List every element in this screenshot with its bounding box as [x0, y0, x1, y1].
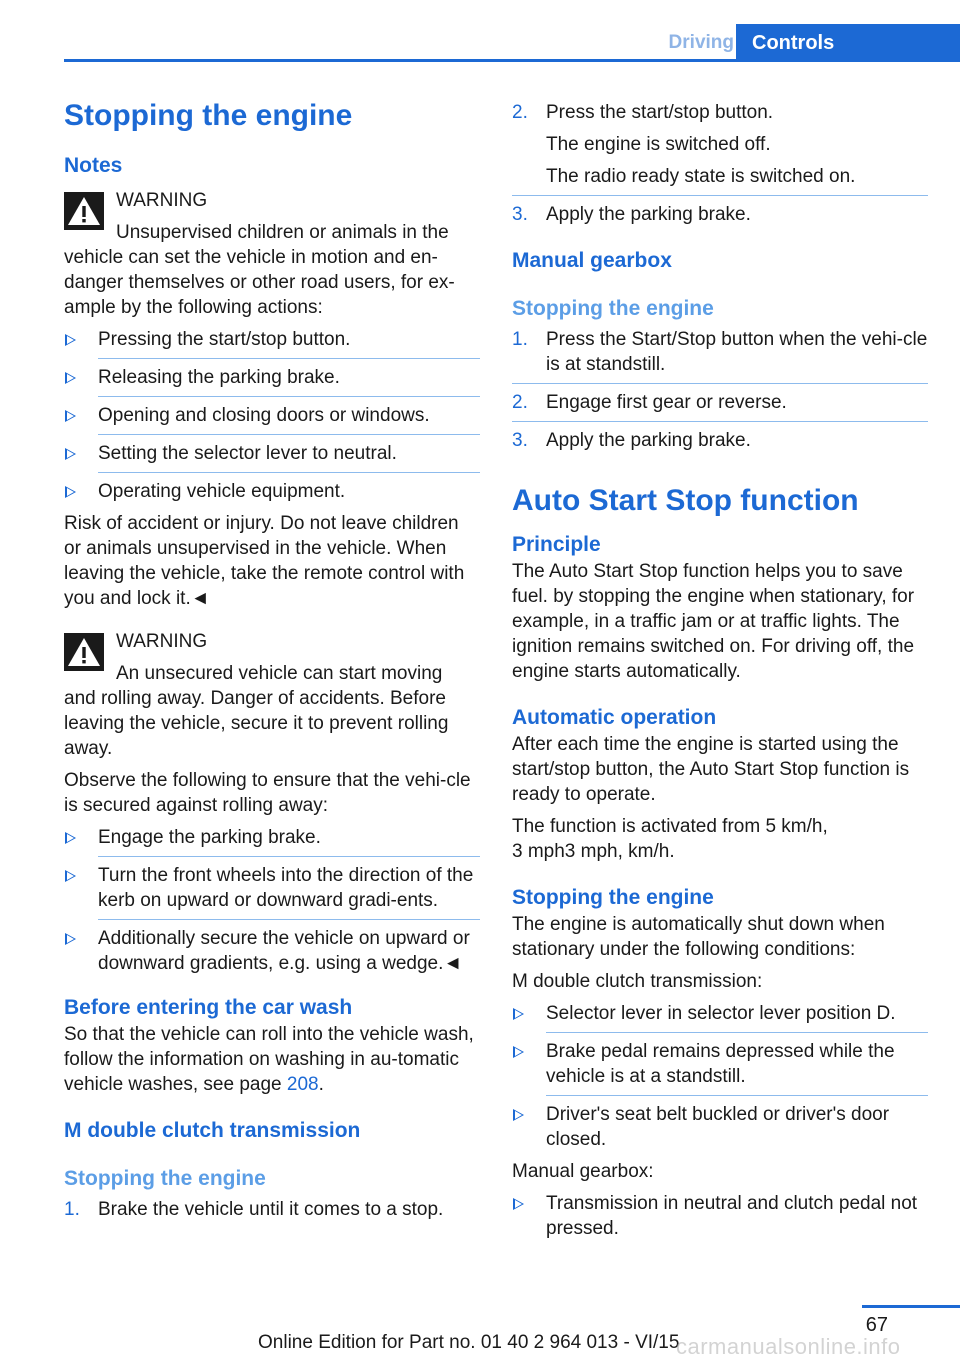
manual-conditions-list — [512, 1191, 928, 1241]
list-item: Driver's seat belt buckled or driver's door closed. — [512, 1102, 928, 1152]
list-item: Pressing the start/stop button. — [64, 327, 480, 352]
list-bullet-icon — [65, 334, 76, 346]
step-number: 3. — [512, 204, 528, 225]
mdct-heading: M double clutch transmission — [64, 1119, 361, 1142]
divider — [98, 856, 480, 857]
automatic-operation-text: After each time the engine is started using the start/stop button, the Auto Start Stop function is ready to operate. — [512, 734, 910, 805]
secure-list — [64, 825, 480, 976]
risk-text: Risk of accident or injury. Do not leave children or animals unsupervised in the vehicle. When leaving the vehicle, take the remote control with you and lock it.◄ — [64, 513, 465, 609]
warning-label: WARNING — [116, 190, 208, 211]
page-link-208[interactable]: 208 — [286, 1074, 319, 1095]
warning-icon — [64, 192, 104, 230]
carwash-heading: Before entering the car wash — [64, 996, 353, 1019]
actions-list — [64, 327, 480, 504]
watermark: carmanualsonline.info — [676, 1334, 901, 1359]
page-number: 67 — [865, 1314, 888, 1336]
list-item: Turn the front wheels into the direction of the kerb on upward or downward gradi-ents. — [64, 863, 480, 913]
list-item: Transmission in neutral and clutch pedal not pressed. — [512, 1191, 928, 1241]
notes-heading: Notes — [64, 154, 123, 177]
footer-rule — [862, 1305, 960, 1308]
step-item: 1. Brake the vehicle until it comes to a stop. — [64, 1199, 444, 1220]
warning-first-line: An unsecured vehicle can start moving — [116, 663, 443, 684]
list-bullet-icon — [65, 448, 76, 460]
divider — [98, 434, 480, 435]
step-item: 2. Press the start/stop button. The engine is switched off. The radio ready state is switched on. — [512, 102, 856, 187]
step-item: 3. Apply the parking brake. — [512, 430, 751, 451]
list-item: Selector lever in selector lever position D. — [512, 1001, 928, 1026]
carwash-text: So that the vehicle can roll into the vehicle wash, follow the information on washing in au-tomatic vehicle washes, see page 208. — [64, 1024, 474, 1095]
list-bullet-icon — [513, 1008, 524, 1020]
step-number: 1. — [64, 1199, 80, 1220]
divider — [98, 396, 480, 397]
mdct-conditions-list — [512, 1001, 928, 1152]
step-number: 3. — [512, 430, 528, 451]
step-number: 1. — [512, 329, 528, 350]
list-bullet-icon — [513, 1198, 524, 1210]
observe-text: Observe the following to ensure that the vehi-cle is secured against rolling away: — [64, 770, 471, 816]
list-item: Engage the parking brake. — [64, 825, 480, 850]
manual-conditions-label: Manual gearbox: — [512, 1161, 654, 1182]
warning-text: vehicle can set the vehicle in motion and en-danger themselves or other road users, for ex-ample by the following actions: — [64, 247, 455, 318]
divider — [546, 1032, 928, 1033]
principle-text: The Auto Start Stop function helps you to save fuel. by stopping the engine when stationary, for example, in a traffic jam or at traffic lights. The ignition remains switched on. For driving off, the engine starts automatically. — [512, 561, 915, 682]
list-bullet-icon — [65, 832, 76, 844]
divider — [98, 919, 480, 920]
list-item: Setting the selector lever to neutral. — [64, 441, 480, 466]
mdct-conditions-label: M double clutch transmission: — [512, 971, 763, 992]
auto-start-stop-title: Auto Start Stop function — [512, 484, 859, 517]
manual-heading: Manual gearbox — [512, 249, 672, 272]
divider — [512, 195, 928, 196]
warning-icon — [64, 633, 104, 671]
divider — [512, 421, 928, 422]
left-column — [64, 96, 480, 1222]
automatic-operation-heading: Automatic operation — [512, 706, 717, 729]
list-bullet-icon — [513, 1046, 524, 1058]
warning-first-line: Unsupervised children or animals in the — [116, 222, 449, 243]
list-bullet-icon — [65, 372, 76, 384]
divider — [546, 1095, 928, 1096]
list-item: Releasing the parking brake. — [64, 365, 480, 390]
stopping-engine-heading: Stopping the engine — [512, 886, 714, 909]
header-rule — [64, 59, 960, 62]
list-bullet-icon — [513, 1109, 524, 1121]
step-item: 3. Apply the parking brake. — [512, 204, 751, 225]
step-item: 2. Engage first gear or reverse. — [512, 392, 787, 413]
list-item: Additionally secure the vehicle on upward or downward gradients, e.g. using a wedge.◄ — [64, 926, 480, 976]
divider — [98, 358, 480, 359]
page-title: Stopping the engine — [64, 99, 353, 132]
header-tab-controls[interactable]: Controls — [736, 24, 960, 61]
mdct-subheading: Stopping the engine — [64, 1167, 266, 1190]
warning-label: WARNING — [116, 631, 208, 652]
stopping-engine-text: The engine is automatically shut down when stationary under the following conditions: — [512, 914, 885, 960]
list-item: Opening and closing doors or windows. — [64, 403, 480, 428]
right-column — [512, 100, 928, 1241]
divider — [98, 472, 480, 473]
step-number: 2. — [512, 392, 528, 413]
list-bullet-icon — [65, 410, 76, 422]
principle-heading: Principle — [512, 533, 601, 556]
warning-block-2 — [64, 629, 480, 761]
divider — [512, 383, 928, 384]
warning-block-1 — [64, 188, 480, 320]
step-item: 1. Press the Start/Stop button when the vehi-cle is at standstill. — [512, 329, 928, 375]
list-item: Operating vehicle equipment. — [64, 479, 480, 504]
list-bullet-icon — [65, 933, 76, 945]
warning-text: and rolling away. Danger of accidents. Before leaving the vehicle, secure it to prevent rolling away. — [64, 688, 449, 759]
step-number: 2. — [512, 102, 528, 123]
edition-line: Online Edition for Part no. 01 40 2 964 013 - VI/15 — [258, 1332, 680, 1353]
list-item: Brake pedal remains depressed while the vehicle is at a standstill. — [512, 1039, 928, 1089]
manual-subheading: Stopping the engine — [512, 297, 714, 320]
list-bullet-icon — [65, 870, 76, 882]
header-section-driving[interactable]: Driving — [668, 32, 734, 53]
list-bullet-icon — [65, 486, 76, 498]
activation-text: The function is activated from 5 km/h, 3 mph3 mph, km/h. — [512, 816, 828, 862]
